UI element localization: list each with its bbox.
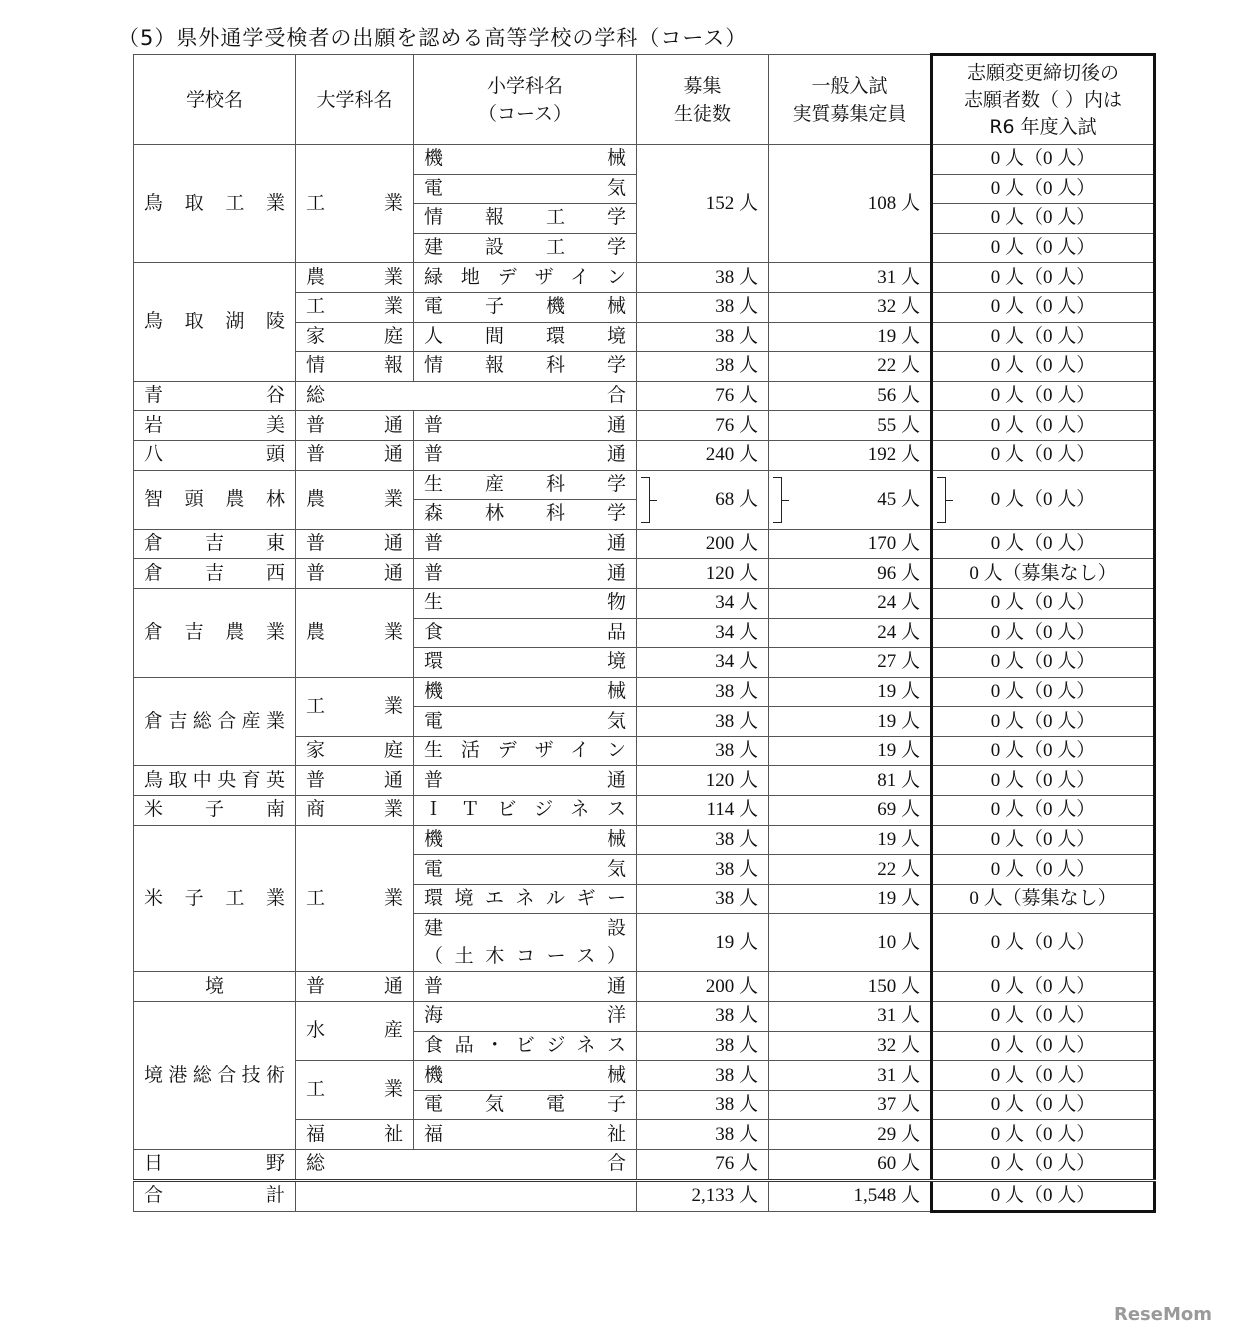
minor-name [414, 529, 637, 559]
applicants-cell: 0 人（募集なし） [932, 559, 1155, 589]
general-cell: 19 人 [769, 322, 932, 352]
school-name: 倉吉農業 [134, 588, 296, 677]
header-school: 学校名 [134, 55, 296, 145]
minor-name [414, 440, 637, 470]
major-name: 総合 [296, 381, 637, 411]
brace-icon [937, 477, 946, 523]
minor-name-text: 環境 [424, 651, 626, 673]
major-name: 普通 [296, 972, 414, 1002]
school-name: 倉吉西 [134, 559, 296, 589]
minor-name-text: 電気 [424, 177, 626, 199]
capacity-cell: 34 人 [637, 648, 769, 678]
header-general: 一般入試 実質募集定員 [769, 55, 932, 145]
capacity-cell: 34 人 [637, 588, 769, 618]
minor-name-text: ＩＴビジネス [424, 799, 626, 821]
brace-icon [641, 477, 650, 523]
applicants-cell: 0 人（0 人） [932, 1150, 1155, 1181]
general-cell: 24 人 [769, 588, 932, 618]
capacity-cell: 38 人 [637, 292, 769, 322]
minor-name [414, 204, 637, 234]
table-row [134, 677, 1155, 707]
minor-name [414, 263, 637, 293]
major-name: 普通 [296, 440, 414, 470]
minor-name-text: 電子機械 [424, 296, 626, 318]
general-cell: 24 人 [769, 618, 932, 648]
applicants-cell: 0 人（0 人） [932, 322, 1155, 352]
school-name: 境港総合技術 [134, 1002, 296, 1150]
school-name: 八頭 [134, 440, 296, 470]
minor-name-text: 建設工学 [424, 237, 626, 259]
table-row [134, 559, 1155, 589]
minor-name [414, 559, 637, 589]
major-name: 農業 [296, 470, 414, 529]
capacity-cell: 38 人 [637, 1031, 769, 1061]
schools-table [133, 53, 1156, 1213]
capacity-cell: 114 人 [637, 796, 769, 826]
general-cell: 22 人 [769, 855, 932, 885]
general-cell: 19 人 [769, 707, 932, 737]
minor-name-text: 福祉 [424, 1123, 626, 1145]
minor-name-text: 普通 [424, 769, 626, 791]
school-name: 鳥取工業 [134, 145, 296, 263]
minor-name [414, 972, 637, 1002]
minor-name-text: 普通 [424, 562, 626, 584]
major-name: 家庭 [296, 736, 414, 766]
major-name: 総合 [296, 1150, 637, 1181]
capacity-cell: 200 人 [637, 529, 769, 559]
minor-name-text: 生活デザイン [424, 740, 626, 762]
minor-name-text: 生物 [424, 592, 626, 614]
capacity-cell: 38 人 [637, 736, 769, 766]
capacity-cell: 38 人 [637, 322, 769, 352]
general-cell: 37 人 [769, 1090, 932, 1120]
total-capacity: 2,133 人 [637, 1180, 769, 1212]
capacity-cell: 76 人 [637, 381, 769, 411]
capacity-cell: 38 人 [637, 352, 769, 382]
major-name: 情報 [296, 352, 414, 382]
table-row [134, 766, 1155, 796]
major-name: 工業 [296, 292, 414, 322]
capacity-cell: 120 人 [637, 766, 769, 796]
applicants-cell: 0 人（0 人） [932, 352, 1155, 382]
table-row [134, 1002, 1155, 1032]
school-name: 日野 [134, 1150, 296, 1181]
minor-name [414, 648, 637, 678]
minor-name [414, 174, 637, 204]
school-name: 鳥取湖陵 [134, 263, 296, 381]
general-cell: 192 人 [769, 440, 932, 470]
school-name: 倉吉総合産業 [134, 677, 296, 766]
capacity-cell: 76 人 [637, 1150, 769, 1181]
minor-name [414, 855, 637, 885]
school-name: 鳥取中央育英 [134, 766, 296, 796]
minor-name [414, 884, 637, 914]
general-cell: 10 人 [769, 914, 932, 972]
major-name: 普通 [296, 411, 414, 441]
minor-name [414, 707, 637, 737]
total-applicants: 0 人（0 人） [932, 1180, 1155, 1212]
school-name: 米子南 [134, 796, 296, 826]
minor-name-text: 電気 [424, 710, 626, 732]
general-cell: 22 人 [769, 352, 932, 382]
general-cell: 19 人 [769, 884, 932, 914]
general-cell [769, 145, 932, 263]
resemom-watermark: ReseMom [1113, 1304, 1212, 1325]
minor-name [414, 352, 637, 382]
total-row [134, 1180, 1155, 1212]
minor-name-text: 環境エネルギー [424, 888, 626, 910]
major-name: 福祉 [296, 1120, 414, 1150]
school-name: 倉吉東 [134, 529, 296, 559]
capacity-cell: 38 人 [637, 677, 769, 707]
table-row [134, 263, 1155, 293]
header-row [134, 55, 1155, 145]
major-name: 工業 [296, 825, 414, 972]
capacity-cell: 38 人 [637, 884, 769, 914]
header-capacity: 募集 生徒数 [637, 55, 769, 145]
general-cell: 96 人 [769, 559, 932, 589]
applicants-cell: 0 人（0 人） [932, 1002, 1155, 1032]
header-applicants: 志願変更締切後の 志願者数（ ）内は R6 年度入試 [932, 55, 1155, 145]
major-name: 家庭 [296, 322, 414, 352]
applicants-cell: 0 人（0 人） [932, 263, 1155, 293]
applicants-cell: 0 人（0 人） [932, 381, 1155, 411]
minor-name-text: 機械 [424, 1064, 626, 1086]
minor-name [414, 914, 637, 972]
minor-name-text: 人間環境 [424, 325, 626, 347]
table-row [134, 529, 1155, 559]
general-cell: 150 人 [769, 972, 932, 1002]
minor-name-text: 情報工学 [424, 207, 626, 229]
applicants-cell: 0 人（0 人） [932, 1120, 1155, 1150]
minor-name [414, 145, 637, 175]
general-cell: 32 人 [769, 292, 932, 322]
capacity-cell: 38 人 [637, 825, 769, 855]
applicants-cell: 0 人（0 人） [932, 972, 1155, 1002]
applicants-cell: 0 人（0 人） [932, 292, 1155, 322]
capacity-cell: 38 人 [637, 855, 769, 885]
applicants-value: 0 人（0 人） [990, 488, 1096, 510]
minor-name [414, 292, 637, 322]
minor-name [414, 1031, 637, 1061]
minor-name [414, 470, 637, 500]
applicants-cell: 0 人（0 人） [932, 145, 1155, 175]
major-name: 商業 [296, 796, 414, 826]
minor-name-text: 電気 [424, 858, 626, 880]
general-cell: 19 人 [769, 677, 932, 707]
applicants-cell: 0 人（0 人） [932, 529, 1155, 559]
major-name: 農業 [296, 588, 414, 677]
applicants-cell: 0 人（0 人） [932, 796, 1155, 826]
school-name: 岩美 [134, 411, 296, 441]
minor-name-text: 普通 [424, 414, 626, 436]
table-row [134, 972, 1155, 1002]
minor-name [414, 500, 637, 530]
general-value: 45 人 [877, 488, 920, 510]
major-name: 工業 [296, 677, 414, 736]
general-cell: 69 人 [769, 796, 932, 826]
applicants-cell: 0 人（0 人） [932, 914, 1155, 972]
minor-name [414, 1120, 637, 1150]
table-row [134, 440, 1155, 470]
major-name: 普通 [296, 559, 414, 589]
capacity-cell: 38 人 [637, 1061, 769, 1091]
total-label: 合計 [134, 1180, 296, 1212]
table-row [134, 381, 1155, 411]
major-name: 普通 [296, 766, 414, 796]
applicants-cell: 0 人（0 人） [932, 618, 1155, 648]
header-minor: 小学科名 （コース） [414, 55, 637, 145]
minor-name-text: 機械 [424, 148, 626, 170]
general-cell: 32 人 [769, 1031, 932, 1061]
minor-name [414, 411, 637, 441]
minor-name [414, 766, 637, 796]
minor-name-text: 緑地デザイン [424, 266, 626, 288]
school-name: 青谷 [134, 381, 296, 411]
major-name: 普通 [296, 529, 414, 559]
minor-name [414, 233, 637, 263]
school-name: 米子工業 [134, 825, 296, 972]
minor-name-text: 普通 [424, 533, 626, 555]
general-cell: 31 人 [769, 263, 932, 293]
applicants-cell: 0 人（0 人） [932, 736, 1155, 766]
minor-name [414, 1061, 637, 1091]
document-title: （5）県外通学受検者の出願を認める高等学校の学科（コース） [118, 26, 748, 50]
applicants-cell: 0 人（0 人） [932, 440, 1155, 470]
capacity-cell: 38 人 [637, 1120, 769, 1150]
applicants-cell: 0 人（0 人） [932, 204, 1155, 234]
general-cell: 31 人 [769, 1061, 932, 1091]
capacity-cell: 120 人 [637, 559, 769, 589]
applicants-cell [932, 470, 1155, 529]
major-name: 工業 [296, 1061, 414, 1120]
minor-name-text: 普通 [424, 975, 626, 997]
capacity-cell: 76 人 [637, 411, 769, 441]
capacity-cell [637, 470, 769, 529]
minor-name-text: 森林科学 [424, 503, 626, 525]
applicants-cell: 0 人（0 人） [932, 677, 1155, 707]
applicants-cell: 0 人（0 人） [932, 1090, 1155, 1120]
capacity-cell: 38 人 [637, 1090, 769, 1120]
minor-name [414, 1002, 637, 1032]
major-name: 水産 [296, 1002, 414, 1061]
minor-name [414, 796, 637, 826]
school-name: 境 [134, 972, 296, 1002]
applicants-cell: 0 人（募集なし） [932, 884, 1155, 914]
applicants-cell: 0 人（0 人） [932, 707, 1155, 737]
minor-name [414, 736, 637, 766]
capacity-cell: 38 人 [637, 707, 769, 737]
applicants-cell: 0 人（0 人） [932, 588, 1155, 618]
applicants-cell: 0 人（0 人） [932, 233, 1155, 263]
capacity-value: 152 人 [705, 192, 758, 214]
capacity-cell: 38 人 [637, 263, 769, 293]
table-row [134, 145, 1155, 175]
general-cell: 31 人 [769, 1002, 932, 1032]
minor-name [414, 588, 637, 618]
general-cell: 19 人 [769, 736, 932, 766]
capacity-cell: 200 人 [637, 972, 769, 1002]
brace-icon [773, 477, 782, 523]
general-cell: 60 人 [769, 1150, 932, 1181]
minor-name [414, 618, 637, 648]
table-row [134, 411, 1155, 441]
table-row [134, 825, 1155, 855]
capacity-cell: 240 人 [637, 440, 769, 470]
general-cell [769, 470, 932, 529]
minor-name [414, 322, 637, 352]
minor-name-text: 食品・ビジネス [424, 1034, 626, 1056]
capacity-cell: 34 人 [637, 618, 769, 648]
general-value: 108 人 [867, 192, 920, 214]
table-row [134, 1150, 1155, 1181]
minor-name-text: 機械 [424, 828, 626, 850]
school-name: 智頭農林 [134, 470, 296, 529]
minor-name-text: 生産科学 [424, 473, 626, 495]
capacity-cell: 19 人 [637, 914, 769, 972]
general-cell: 27 人 [769, 648, 932, 678]
general-cell: 55 人 [769, 411, 932, 441]
minor-name-text: 建設 [424, 917, 626, 939]
total-empty [296, 1180, 637, 1212]
minor-name [414, 1090, 637, 1120]
applicants-cell: 0 人（0 人） [932, 825, 1155, 855]
general-cell: 29 人 [769, 1120, 932, 1150]
total-general: 1,548 人 [769, 1180, 932, 1212]
minor-name [414, 825, 637, 855]
applicants-cell: 0 人（0 人） [932, 174, 1155, 204]
minor-name-text: 情報科学 [424, 355, 626, 377]
applicants-cell: 0 人（0 人） [932, 855, 1155, 885]
minor-name-text: 機械 [424, 680, 626, 702]
general-cell: 19 人 [769, 825, 932, 855]
minor-name-text: 食品 [424, 621, 626, 643]
header-major: 大学科名 [296, 55, 414, 145]
minor-name-note: （土木コース） [424, 945, 626, 967]
capacity-value: 68 人 [715, 488, 758, 510]
minor-name-text: 電気電子 [424, 1094, 626, 1116]
applicants-cell: 0 人（0 人） [932, 648, 1155, 678]
minor-name-text: 海洋 [424, 1005, 626, 1027]
applicants-cell: 0 人（0 人） [932, 1061, 1155, 1091]
table-row [134, 588, 1155, 618]
general-cell: 81 人 [769, 766, 932, 796]
table-row [134, 796, 1155, 826]
table-row [134, 470, 1155, 500]
minor-name [414, 677, 637, 707]
capacity-cell [637, 145, 769, 263]
major-name: 工業 [296, 145, 414, 263]
minor-name-text: 普通 [424, 444, 626, 466]
general-cell: 170 人 [769, 529, 932, 559]
applicants-cell: 0 人（0 人） [932, 1031, 1155, 1061]
applicants-cell: 0 人（0 人） [932, 766, 1155, 796]
general-cell: 56 人 [769, 381, 932, 411]
capacity-cell: 38 人 [637, 1002, 769, 1032]
major-name: 農業 [296, 263, 414, 293]
applicants-cell: 0 人（0 人） [932, 411, 1155, 441]
